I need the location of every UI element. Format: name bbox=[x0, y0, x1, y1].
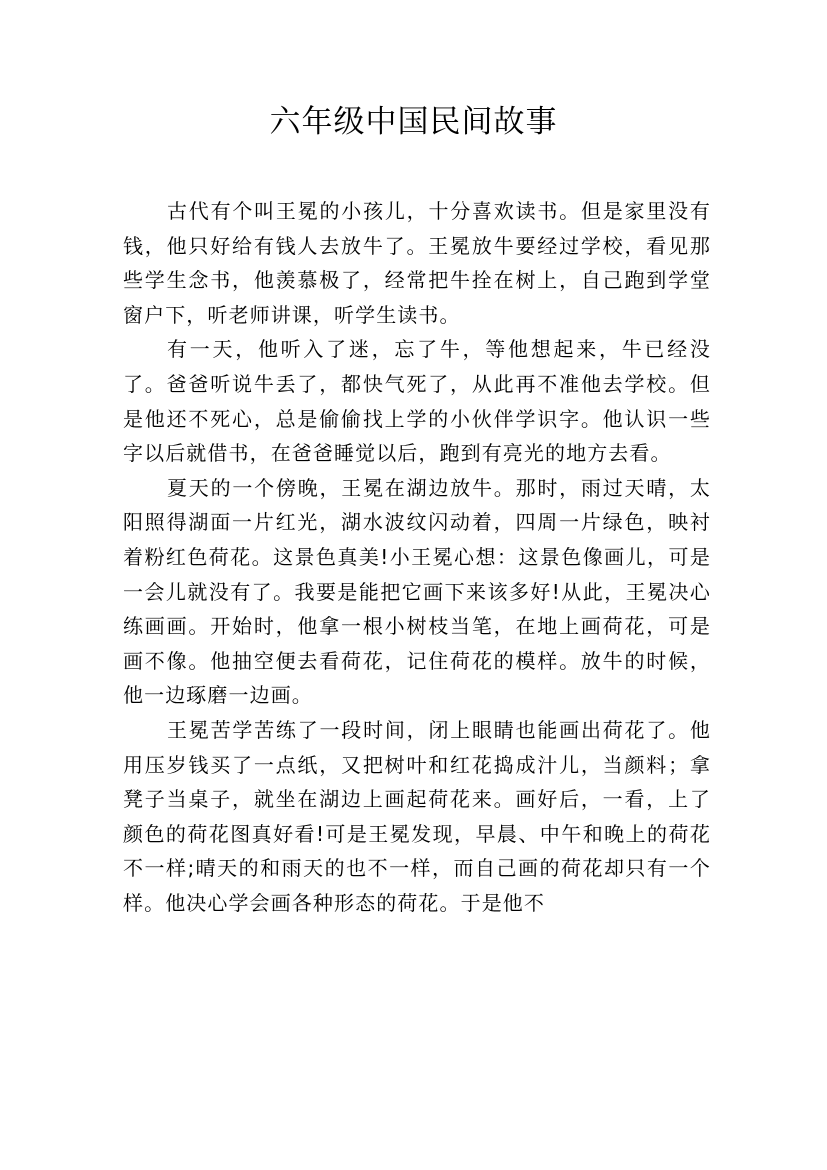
paragraph: 古代有个叫王冕的小孩儿，十分喜欢读书。但是家里没有钱，他只好给有钱人去放牛了。王冕放牛要经过学校，看见那些学生念书，他羡慕极了，经常把牛拴在树上，自己跑到学堂窗户下，听老师讲课，听学生读书。 bbox=[123, 199, 711, 327]
paragraph: 有一天，他听入了迷，忘了牛，等他想起来，牛已经没了。爸爸听说牛丢了，都快气死了，从此再不准他去学校。但是他还不死心，总是偷偷找上学的小伙伴学识字。他认识一些字以后就借书，在爸爸睡觉以后，跑到有亮光的地方去看。 bbox=[123, 337, 711, 466]
paragraph: 夏天的一个傍晚，王冕在湖边放牛。那时，雨过天晴，太阳照得湖面一片红光，湖水波纹闪动着，四周一片绿色，映衬着粉红色荷花。这景色真美!小王冕心想：这景色像画儿，可是一会儿就没有了。我要是能把它画下来该多好!从此，王冕决心练画画。开始时，他拿一根小树枝当笔，在地上画荷花，可是画不像。他抽空便去看荷花，记住荷花的模样。放牛的时候，他一边琢磨一边画。 bbox=[123, 475, 711, 708]
document-body bbox=[123, 194, 711, 920]
document-title: 六年级中国民间故事 bbox=[269, 104, 558, 140]
paragraph: 王冕苦学苦练了一段时间，闭上眼睛也能画出荷花了。他用压岁钱买了一点纸，又把树叶和红花捣成汁儿，当颜料；拿凳子当桌子，就坐在湖边上画起荷花来。画好后，一看，上了颜色的荷花图真好看!可是王冕发现，早晨、中午和晚上的荷花不一样;晴天的和雨天的也不一样，而自己画的荷花却只有一个样。他决心学会画各种形态的荷花。于是他不 bbox=[123, 717, 711, 915]
